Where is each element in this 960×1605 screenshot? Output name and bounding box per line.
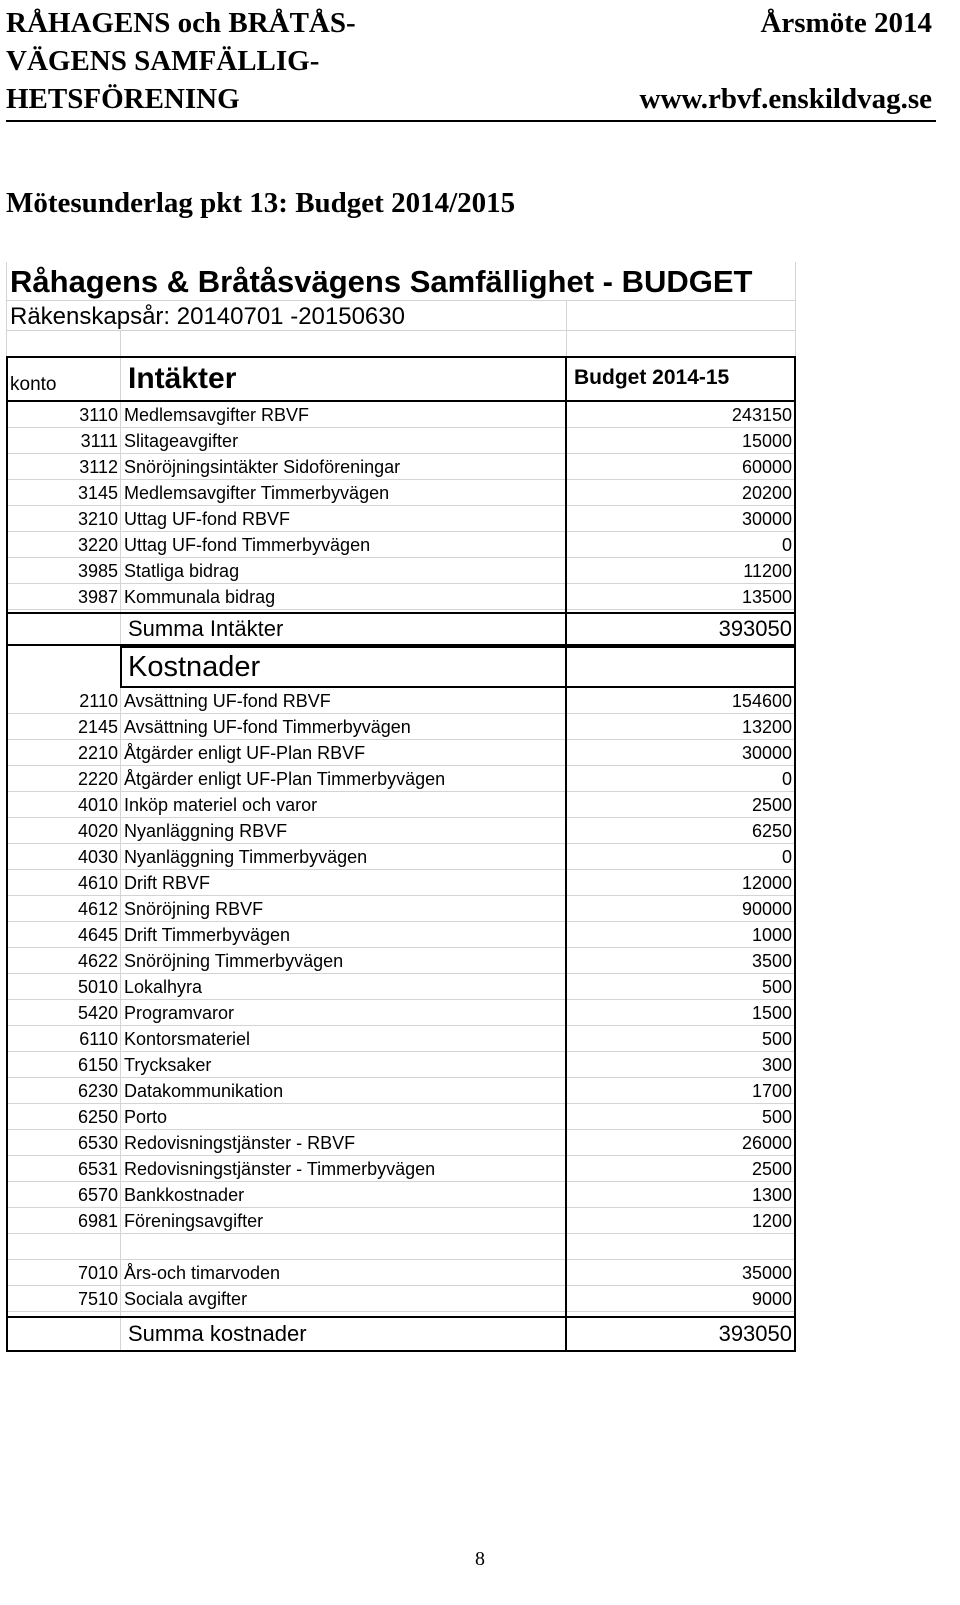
account-name: Inköp materiel och varor xyxy=(124,795,318,815)
account-name: Trycksaker xyxy=(124,1055,212,1075)
account-name: Avsättning UF-fond RBVF xyxy=(124,691,331,711)
account-number: 2110 xyxy=(79,691,118,711)
account-number: 6250 xyxy=(77,1107,118,1127)
account-name: Åtgärder enligt UF-Plan RBVF xyxy=(124,743,366,763)
account-number: 6530 xyxy=(77,1133,118,1153)
table-row xyxy=(6,1026,796,1052)
budget-value: 1300 xyxy=(751,1185,792,1205)
account-name: Bankkostnader xyxy=(124,1185,245,1205)
account-number: 4622 xyxy=(77,951,118,971)
account-number: 6981 xyxy=(77,1211,118,1231)
table-row xyxy=(6,454,796,480)
account-name: Avsättning UF-fond Timmerbyvägen xyxy=(124,717,411,737)
cost-total-value: 393050 xyxy=(718,1321,792,1346)
account-name: Statliga bidrag xyxy=(124,561,240,581)
budget-value: 60000 xyxy=(741,457,792,477)
table-row xyxy=(6,896,796,922)
table-row xyxy=(6,1104,796,1130)
table-row xyxy=(6,558,796,584)
table-row xyxy=(6,870,796,896)
budget-value: 154600 xyxy=(731,691,792,711)
account-number: 7010 xyxy=(77,1263,118,1283)
table-row xyxy=(6,1260,796,1286)
account-name: Snöröjningsintäkter Sidoföreningar xyxy=(124,457,401,477)
table-row xyxy=(6,402,796,428)
table-row xyxy=(6,480,796,506)
account-number: 6150 xyxy=(77,1055,118,1075)
budget-value: 11200 xyxy=(743,561,792,581)
account-number: 3110 xyxy=(79,405,118,425)
account-number: 3112 xyxy=(79,457,118,477)
table-border-right xyxy=(794,402,796,612)
budget-value: 35000 xyxy=(741,1263,792,1283)
account-name: Drift RBVF xyxy=(124,873,211,893)
account-name: Års-och timarvoden xyxy=(124,1263,281,1283)
meeting-title: Årsmöte 2014 xyxy=(760,7,932,39)
account-name: Snöröjning Timmerbyvägen xyxy=(124,951,344,971)
account-number: 2145 xyxy=(77,717,118,737)
account-name: Redovisningstjänster - Timmerbyvägen xyxy=(124,1159,436,1179)
table-row xyxy=(6,740,796,766)
table-row xyxy=(6,428,796,454)
value-column-divider xyxy=(565,402,567,612)
account-name: Porto xyxy=(124,1107,168,1127)
account-name: Medlemsavgifter Timmerbyvägen xyxy=(124,483,390,503)
account-number: 6230 xyxy=(77,1081,118,1101)
account-number: 4610 xyxy=(77,873,118,893)
value-column-divider-costs xyxy=(565,688,567,1316)
budget-value: 90000 xyxy=(741,899,792,919)
cost-total-row xyxy=(6,1316,796,1352)
account-name: Datakommunikation xyxy=(124,1081,284,1101)
table-row xyxy=(6,1052,796,1078)
table-row xyxy=(6,714,796,740)
table-row xyxy=(6,766,796,792)
account-number: 5420 xyxy=(77,1003,118,1023)
account-number: 6531 xyxy=(77,1159,118,1179)
account-name: Nyanläggning RBVF xyxy=(124,821,288,841)
account-name: Sociala avgifter xyxy=(124,1289,248,1309)
account-number: 3985 xyxy=(77,561,118,581)
budget-value: 2500 xyxy=(751,795,792,815)
account-name: Kontorsmateriel xyxy=(124,1029,251,1049)
table-row xyxy=(6,584,796,610)
account-name: Uttag UF-fond RBVF xyxy=(124,509,291,529)
table-row xyxy=(6,1234,796,1260)
account-number: 4612 xyxy=(77,899,118,919)
budget-value: 300 xyxy=(761,1055,792,1075)
account-name: Snöröjning RBVF xyxy=(124,899,264,919)
budget-title: Råhagens & Bråtåsvägens Samfällighet - BUDGET xyxy=(10,264,753,299)
account-number: 4645 xyxy=(77,925,118,945)
account-name: Redovisningstjänster - RBVF xyxy=(124,1133,356,1153)
budget-value: 0 xyxy=(781,769,792,789)
table-row xyxy=(6,1286,796,1312)
income-total-label: Summa Intäkter xyxy=(128,616,284,641)
budget-value: 12000 xyxy=(741,873,792,893)
account-number: 3987 xyxy=(77,587,118,607)
budget-value: 1000 xyxy=(751,925,792,945)
account-name: Slitageavgifter xyxy=(124,431,239,451)
letterhead xyxy=(6,4,936,122)
account-number: 2210 xyxy=(77,743,118,763)
budget-value: 13500 xyxy=(741,587,792,607)
budget-value: 26000 xyxy=(741,1133,792,1153)
account-number: 3145 xyxy=(77,483,118,503)
account-name: Drift Timmerbyvägen xyxy=(124,925,291,945)
account-number: 6110 xyxy=(79,1029,118,1049)
organization-name: RÅHAGENS och BRÅTÅS- VÄGENS SAMFÄLLIG- HETSFÖRENING xyxy=(6,7,356,115)
table-row xyxy=(6,1182,796,1208)
budget-value: 0 xyxy=(781,535,792,555)
account-number: 6570 xyxy=(77,1185,118,1205)
budget-column-heading: Budget 2014-15 xyxy=(574,366,730,389)
account-name: Uttag UF-fond Timmerbyvägen xyxy=(124,535,371,555)
account-name: Medlemsavgifter RBVF xyxy=(124,405,310,425)
account-name: Programvaror xyxy=(124,1003,235,1023)
account-number: 2220 xyxy=(77,769,118,789)
table-row xyxy=(6,532,796,558)
account-number: 7510 xyxy=(77,1289,118,1309)
budget-value: 3500 xyxy=(751,951,792,971)
budget-value: 1500 xyxy=(751,1003,792,1023)
table-row xyxy=(6,688,796,714)
budget-value: 1700 xyxy=(751,1081,792,1101)
account-number: 3210 xyxy=(77,509,118,529)
table-row xyxy=(6,1130,796,1156)
budget-value: 20200 xyxy=(741,483,792,503)
page-number: 8 xyxy=(475,1548,485,1570)
account-number: 5010 xyxy=(77,977,118,997)
table-row xyxy=(6,792,796,818)
table-border-left-costs xyxy=(6,688,8,1316)
cost-total-label: Summa kostnader xyxy=(128,1321,307,1346)
fiscal-period: Räkenskapsår: 20140701 -20150630 xyxy=(10,303,405,330)
table-row xyxy=(6,922,796,948)
table-border-left-mid xyxy=(6,646,8,688)
account-number: 4020 xyxy=(77,821,118,841)
account-name: Kommunala bidrag xyxy=(124,587,276,607)
table-row xyxy=(6,1156,796,1182)
budget-value: 15000 xyxy=(741,431,792,451)
budget-value: 243150 xyxy=(731,405,792,425)
account-number: 4030 xyxy=(77,847,118,867)
budget-value: 30000 xyxy=(741,509,792,529)
table-border-left xyxy=(6,402,8,612)
budget-value: 30000 xyxy=(741,743,792,763)
income-total-row xyxy=(6,612,796,646)
budget-value: 1200 xyxy=(751,1211,792,1231)
table-row xyxy=(6,974,796,1000)
account-name: Åtgärder enligt UF-Plan Timmerbyvägen xyxy=(124,769,446,789)
account-name: Nyanläggning Timmerbyvägen xyxy=(124,847,368,867)
budget-value: 500 xyxy=(761,1107,792,1127)
website-link[interactable]: www.rbvf.enskildvag.se xyxy=(639,83,932,115)
budget-value: 13200 xyxy=(741,717,792,737)
table-row xyxy=(6,844,796,870)
table-row xyxy=(6,818,796,844)
cost-heading: Kostnader xyxy=(128,651,261,683)
document-subject: Mötesunderlag pkt 13: Budget 2014/2015 xyxy=(6,187,516,219)
header-divider xyxy=(565,356,567,402)
budget-value: 9000 xyxy=(751,1289,792,1309)
account-number: 3220 xyxy=(77,535,118,555)
table-row xyxy=(6,506,796,532)
account-name: Föreningsavgifter xyxy=(124,1211,264,1231)
table-row xyxy=(6,948,796,974)
table-border-right-costs xyxy=(794,688,796,1316)
table-row xyxy=(6,1078,796,1104)
account-number: 4010 xyxy=(77,795,118,815)
income-total-value: 393050 xyxy=(718,616,792,641)
budget-value: 0 xyxy=(781,847,792,867)
table-row xyxy=(6,1000,796,1026)
budget-value: 500 xyxy=(761,977,792,997)
income-heading: Intäkter xyxy=(128,362,237,395)
account-number: 3111 xyxy=(80,431,118,451)
budget-value: 2500 xyxy=(751,1159,792,1179)
cost-heading-divider xyxy=(565,646,567,688)
table-row xyxy=(6,1208,796,1234)
konto-header: konto xyxy=(10,374,57,395)
budget-value: 500 xyxy=(761,1029,792,1049)
account-name: Lokalhyra xyxy=(124,977,203,997)
budget-value: 6250 xyxy=(751,821,792,841)
